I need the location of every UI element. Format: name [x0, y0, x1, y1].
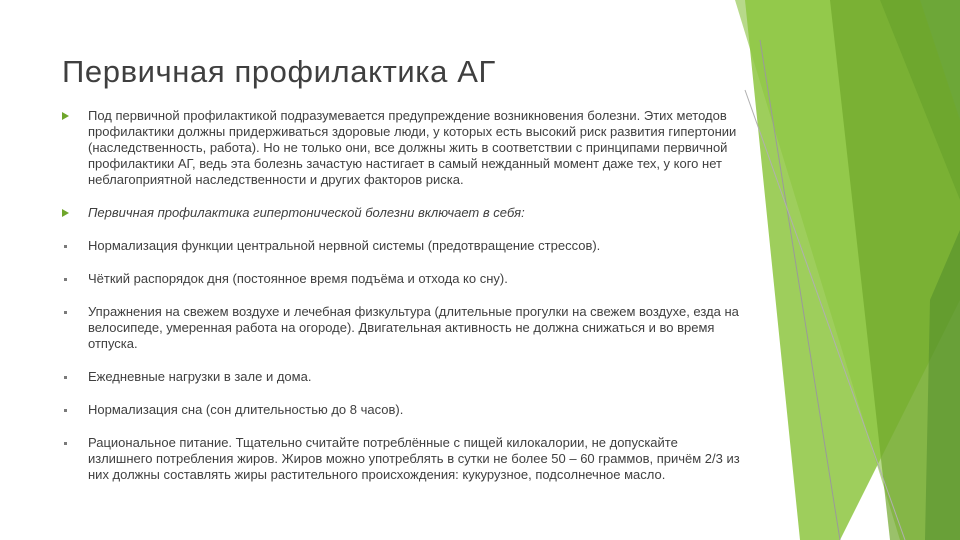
list-item	[62, 271, 742, 287]
list-item	[62, 304, 742, 352]
dot-bullet-icon	[64, 245, 67, 248]
arrow-bullet-icon	[62, 209, 69, 217]
list-item-text: Рациональное питание. Тщательно считайте потреблённые с пищей килокалории, не допускайте излишнего потребления жиров. Жиров можно употреблять в сутки не более 50 – 60 граммов, причём 2/3 из них должны составлять жиры растительного происхождения: кукурузное, подсолнечное масло.	[88, 435, 740, 482]
list-item	[62, 369, 742, 385]
section-heading-text: Первичная профилактика гипертонической болезни включает в себя:	[88, 205, 525, 220]
bullet-list	[62, 108, 742, 483]
intro-paragraph	[62, 108, 742, 188]
intro-text: Под первичной профилактикой подразумевается предупреждение возникновения болезни. Этих методов профилактики должны придерживаться здоровые люди, у которых есть высокий риск развития гипертонии (наследственность, работа). Но не только они, все должны жить в соответствии с принципами первичной профилактики АГ, ведь эта болезнь зачастую настигает в самый нежданный момент даже тех, у кого нет неблагоприятной наследственности и других факторов риска.	[88, 108, 737, 187]
dot-bullet-icon	[64, 442, 67, 445]
list-item-text: Упражнения на свежем воздухе и лечебная физкультура (длительные прогулки на свежем воздухе, езда на велосипеде, умеренная работа на огороде). Двигательная активность не должна снижаться и во время отпуска.	[88, 304, 739, 351]
dot-bullet-icon	[64, 409, 67, 412]
list-item-text: Ежедневные нагрузки в зале и дома.	[88, 369, 312, 384]
section-heading	[62, 205, 742, 221]
dot-bullet-icon	[64, 278, 67, 281]
list-item-text: Нормализация функции центральной нервной системы (предотвращение стрессов).	[88, 238, 601, 253]
slide-title: Первичная профилактика АГ	[62, 54, 496, 89]
arrow-bullet-icon	[62, 112, 69, 120]
dot-bullet-icon	[64, 376, 67, 379]
list-item	[62, 402, 742, 418]
list-item	[62, 435, 742, 483]
list-item	[62, 238, 742, 254]
list-item-text: Чёткий распорядок дня (постоянное время подъёма и отхода ко сну).	[88, 271, 508, 286]
dot-bullet-icon	[64, 311, 67, 314]
list-item-text: Нормализация сна (сон длительностью до 8 часов).	[88, 402, 404, 417]
